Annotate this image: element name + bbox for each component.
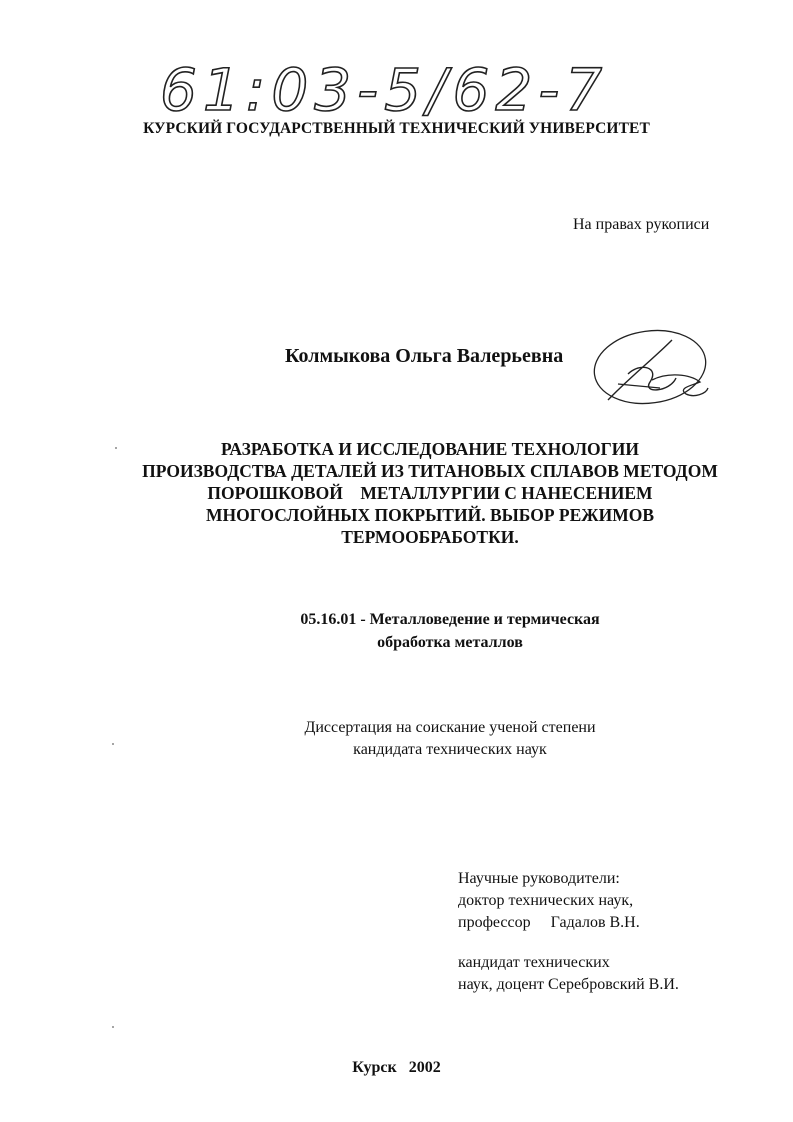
title-line: МНОГОСЛОЙНЫХ ПОКРЫТИЙ. ВЫБОР РЕЖИМОВ [205,505,655,525]
degree-line-1: Диссертация на соискание ученой степени [304,719,596,736]
author-name: Колмыкова Ольга Валерьевна [285,345,564,367]
specialty-line-1: 05.16.01 - Металловедение и термическая [300,611,600,628]
supervisor-2-line-2: наук, доцент Серебровский В.И. [458,976,679,993]
supervisors-heading: Научные руководители: [458,870,620,887]
rights-note: На правах рукописи [573,216,710,233]
specialty-line-2: обработка металлов [377,634,523,651]
supervisor-2-line-1: кандидат технических [458,954,610,971]
title-line: ТЕРМООБРАБОТКИ. [341,527,519,547]
signature [590,322,720,422]
title-line: РАЗРАБОТКА И ИССЛЕДОВАНИЕ ТЕХНОЛОГИИ [220,439,640,459]
specialty [150,608,750,654]
supervisors-block [458,868,679,996]
university-name: КУРСКИЙ ГОСУДАРСТВЕННЫЙ ТЕХНИЧЕСКИЙ УНИВЕРСИТЕТ [143,120,650,137]
supervisor-1-line-1: доктор технических наук, [458,892,634,909]
degree-line-2: кандидата технических наук [353,741,547,758]
title-line: ПРОИЗВОДСТВА ДЕТАЛЕЙ ИЗ ТИТАНОВЫХ СПЛАВОВ МЕТОДОМ [142,461,718,481]
archive-number-text: 61:03-5/62-7 [160,58,609,124]
city-year: Курск 2002 [352,1059,441,1076]
scan-speck [112,1026,114,1028]
dissertation-title [80,438,780,548]
title-line: ПОРОШКОВОЙ МЕТАЛЛУРГИИ С НАНЕСЕНИЕМ [207,483,653,503]
scan-speck [115,447,117,449]
scan-speck [112,743,114,745]
degree-statement [150,717,750,761]
supervisor-1-line-2: профессор Гадалов В.Н. [458,914,640,931]
